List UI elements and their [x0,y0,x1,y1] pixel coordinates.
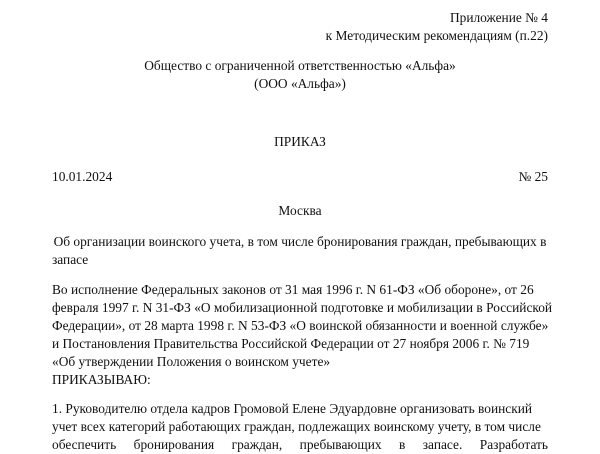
preamble-line: Во исполнение Федеральных законов от 31 мая 1996 г. N 61-ФЗ «Об обороне», от 26 [52,282,534,297]
organization-short-name: (ООО «Альфа») [254,76,346,91]
order-subject-line-1: Об организации воинского учета, в том числе бронирования граждан, пребывающих в [53,234,547,249]
preamble-line: «Об утверждении Положения о воинском учете» [52,354,331,369]
appendix-line-1: Приложение № 4 [449,10,548,25]
item-1-line: обеспечить бронирования граждан, пребывающих в запасе. Разработать [52,437,548,452]
item-1-line: учет всех категорий работающих граждан, подлежащих воинскому учету, в том числе [52,419,541,434]
order-number: № 25 [518,169,548,184]
appendix-line-2: к Методическим рекомендациям (п.22) [325,28,548,43]
order-date: 10.01.2024 [52,169,113,184]
document-title: ПРИКАЗ [274,134,326,149]
preamble-line: Федерации», от 28 марта 1998 г. N 53-ФЗ «О воинской обязанности и военной службе» [52,318,549,333]
order-city: Москва [278,203,322,218]
preamble-line: февраля 1997 г. N 31-ФЗ «О мобилизационной подготовке и мобилизации в Российской [52,300,553,315]
organization-full-name: Общество с ограниченной ответственностью «Альфа» [144,58,456,73]
order-subject-line-2: запасе [52,252,89,267]
order-directive-heading: ПРИКАЗЫВАЮ: [52,372,151,387]
item-1-line: 1. Руководителю отдела кадров Громовой Елене Эдуардовне организовать воинский [52,401,533,416]
preamble-line: и Постановления Правительства Российской Федерации от 27 ноября 2006 г. № 719 [52,336,530,351]
